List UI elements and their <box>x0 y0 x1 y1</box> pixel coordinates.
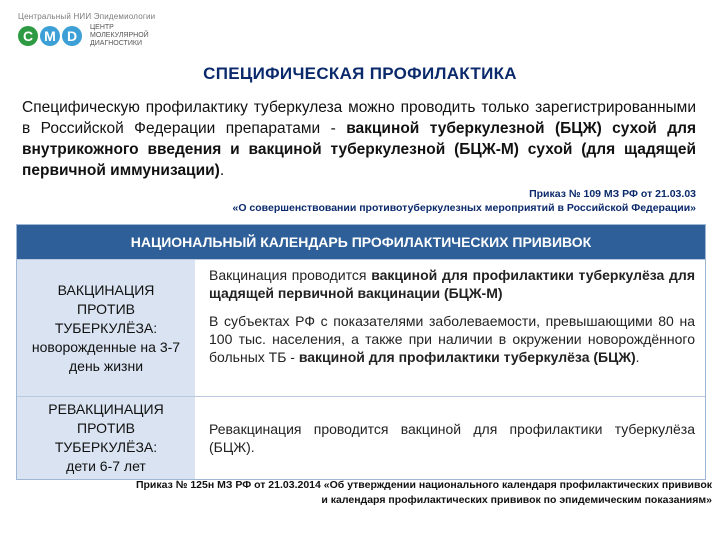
vaccination-calendar-table <box>16 224 706 480</box>
row-content-revaccination <box>195 397 705 479</box>
logo-mark <box>18 26 82 46</box>
row-label-note: новорожденные на 3-7 день жизни <box>31 338 181 374</box>
bold-span: вакциной для профилактики туберкулёза (БЦЖ) <box>298 349 636 365</box>
intro-vaccine-names: вакциной туберкулезной (БЦЖ) сухой для внутрикожного введения и вакциной туберкулезной (БЦЖ-М) сухой (для щадящей первичной иммунизации) <box>22 120 696 179</box>
intro-text-end: . <box>219 162 225 179</box>
row-label-line: РЕВАКЦИНАЦИЯ <box>48 401 164 417</box>
logo-side-text <box>90 24 149 48</box>
logo-institute-text: Центральный НИИ Эпидемиологии <box>18 12 156 21</box>
revaccination-paragraph: Ревакцинация проводится вакциной для профилактики туберкулёза (БЦЖ). <box>209 421 695 455</box>
order-109-line-2: «О совершенствовании противотуберкулезных мероприятий в Российской Федерации» <box>232 202 696 214</box>
order-109-citation <box>232 187 696 215</box>
order-109-line-1: Приказ № 109 МЗ РФ от 21.03.03 <box>529 188 696 200</box>
order-125n-line-1: Приказ № 125н МЗ РФ от 21.03.2014 «Об утверждении национального календаря профилактических прививок <box>135 479 712 491</box>
row-label-line: ТУБЕРКУЛЁЗА: <box>54 319 158 336</box>
row-content-vaccination <box>195 260 705 396</box>
logo-side-line-3: ДИАГНОСТИКИ <box>90 40 142 47</box>
logo-letter-m: M <box>40 26 60 46</box>
vaccination-paragraph-2 <box>209 312 695 366</box>
text-span: . <box>635 349 640 365</box>
row-label-line: ТУБЕРКУЛЁЗА: <box>54 439 158 455</box>
page-title: СПЕЦИФИЧЕСКАЯ ПРОФИЛАКТИКА <box>203 64 517 83</box>
order-125n-line-2: и календаря профилактических прививок по эпидемическим показаниям» <box>321 494 712 506</box>
logo-side-line-2: МОЛЕКУЛЯРНОЙ <box>90 32 149 39</box>
row-label-note: дети 6-7 лет <box>66 458 146 474</box>
table-row-vaccination <box>17 259 705 396</box>
logo-letter-c: C <box>18 26 38 46</box>
table-row-revaccination <box>17 396 705 479</box>
logo-letter-d: D <box>62 26 82 46</box>
bold-span: вакциной для профилактики туберкулёза для щадящей первичной вакцинации (БЦЖ-М) <box>209 267 695 301</box>
calendar-header: НАЦИОНАЛЬНЫЙ КАЛЕНДАРЬ ПРОФИЛАКТИЧЕСКИХ ПРИВИВОК <box>17 225 705 259</box>
row-label-vaccination <box>17 260 195 396</box>
text-span: В субъектах РФ с показателями заболеваемости, превышающими 80 на 100 тыс. населения, а также при наличии в окружении новорождённого больных ТБ - <box>209 313 695 365</box>
row-label-line: ВАКЦИНАЦИЯ <box>57 281 155 298</box>
logo-side-line-1: ЦЕНТР <box>90 24 114 31</box>
text-span: Вакцинация проводится <box>209 267 372 283</box>
order-125n-citation <box>40 478 712 508</box>
row-label-line: ПРОТИВ <box>77 300 135 317</box>
row-label-revaccination <box>17 397 195 479</box>
intro-paragraph <box>22 97 696 181</box>
logo-row <box>18 24 218 48</box>
vaccination-paragraph-1 <box>209 266 695 302</box>
cmd-logo <box>18 12 218 58</box>
intro-text-1: Специфическую профилактику туберкулеза можно проводить только зарегистрированными в Российской Федерации препаратами - <box>22 99 696 137</box>
row-label-line: ПРОТИВ <box>77 420 135 436</box>
